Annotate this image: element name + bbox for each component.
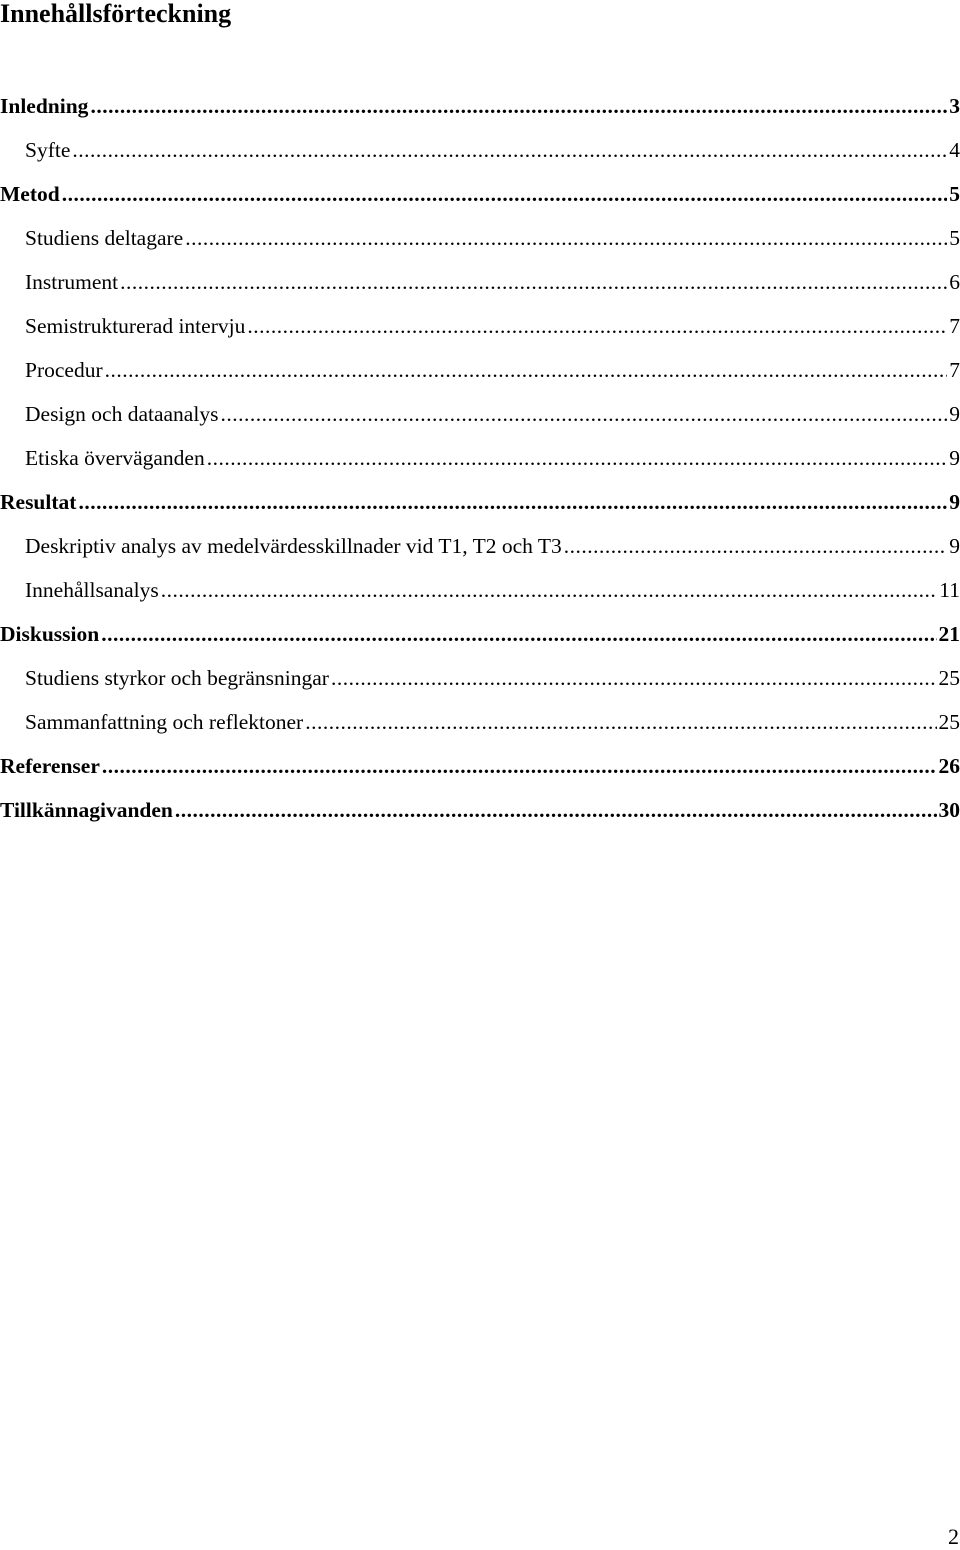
toc-entry-label: Tillkännagivanden — [0, 798, 173, 822]
dot-leader — [78, 480, 947, 524]
toc-entry-page: 7 — [949, 358, 960, 382]
dot-leader — [62, 172, 948, 216]
toc-entry-page: 7 — [949, 314, 960, 338]
toc-entry-tillkannagivanden[interactable] — [0, 788, 960, 832]
toc-entry-label: Design och dataanalys — [25, 402, 219, 426]
toc-entry-label: Referenser — [0, 754, 100, 778]
toc-entry-page: 11 — [939, 578, 960, 602]
toc-entry-label: Sammanfattning och reflektoner — [25, 710, 304, 734]
toc-entry-page: 26 — [938, 754, 960, 778]
toc-entry-label: Studiens styrkor och begränsningar — [25, 666, 329, 690]
page-title: Innehållsförteckning — [0, 0, 232, 28]
toc-entry-label: Deskriptiv analys av medelvärdesskillnader vid T1, T2 och T3 — [25, 534, 562, 558]
toc-entry-instrument[interactable] — [0, 260, 960, 304]
toc-entry-page: 25 — [938, 710, 960, 734]
toc-entry-label: Diskussion — [0, 622, 100, 646]
toc-entry-label: Resultat — [0, 490, 77, 514]
dot-leader — [161, 568, 938, 612]
dot-leader — [90, 84, 947, 128]
toc-entry-page: 30 — [938, 798, 960, 822]
toc-entry-page: 25 — [938, 666, 960, 690]
toc-entry-innehallsanalys[interactable] — [0, 568, 960, 612]
dot-leader — [72, 128, 947, 172]
toc-entry-page: 9 — [949, 402, 960, 426]
toc-entry-studiens-deltagare[interactable] — [0, 216, 960, 260]
toc-entry-page: 4 — [949, 138, 960, 162]
toc-entry-design-och-dataanalys[interactable] — [0, 392, 960, 436]
dot-leader — [105, 348, 948, 392]
dot-leader — [102, 744, 937, 788]
toc-entry-procedur[interactable] — [0, 348, 960, 392]
toc-entry-etiska-overvaganden[interactable] — [0, 436, 960, 480]
toc-entry-label: Metod — [0, 182, 60, 206]
toc-entry-label: Innehållsanalys — [25, 578, 159, 602]
toc-entry-page: 6 — [949, 270, 960, 294]
toc-entry-semistrukturerad-intervju[interactable] — [0, 304, 960, 348]
toc-entry-page: 21 — [938, 622, 960, 646]
toc-entry-deskriptiv-analys[interactable] — [0, 524, 960, 568]
toc-entry-syfte[interactable] — [0, 128, 960, 172]
toc-entry-label: Etiska överväganden — [25, 446, 205, 470]
toc-entry-referenser[interactable] — [0, 744, 960, 788]
toc-entry-label: Inledning — [0, 94, 89, 118]
dot-leader — [185, 216, 947, 260]
toc-entry-diskussion[interactable] — [0, 612, 960, 656]
toc-entry-label: Studiens deltagare — [25, 226, 184, 250]
toc-entry-page: 9 — [949, 490, 960, 514]
toc-entry-metod[interactable] — [0, 172, 960, 216]
toc-entry-resultat[interactable] — [0, 480, 960, 524]
dot-leader — [207, 436, 948, 480]
dot-leader — [175, 788, 937, 832]
toc-entry-page: 5 — [949, 226, 960, 250]
dot-leader — [564, 524, 947, 568]
toc-entry-sammanfattning[interactable] — [0, 700, 960, 744]
toc-entry-label: Instrument — [25, 270, 119, 294]
toc-entry-inledning[interactable] — [0, 84, 960, 128]
dot-leader — [220, 392, 947, 436]
dot-leader — [247, 304, 947, 348]
toc-entry-page: 5 — [949, 182, 960, 206]
toc-entry-label: Semistrukturerad intervju — [25, 314, 246, 338]
toc-entry-page: 3 — [949, 94, 960, 118]
page-number: 2 — [948, 1524, 959, 1549]
dot-leader — [101, 612, 936, 656]
toc-entry-label: Syfte — [25, 138, 71, 162]
toc-entry-page: 9 — [949, 446, 960, 470]
dot-leader — [120, 260, 947, 304]
toc-entry-styrkor-och-begransningar[interactable] — [0, 656, 960, 700]
table-of-contents — [0, 84, 960, 832]
dot-leader — [331, 656, 937, 700]
toc-entry-page: 9 — [949, 534, 960, 558]
dot-leader — [305, 700, 936, 744]
toc-entry-label: Procedur — [25, 358, 103, 382]
